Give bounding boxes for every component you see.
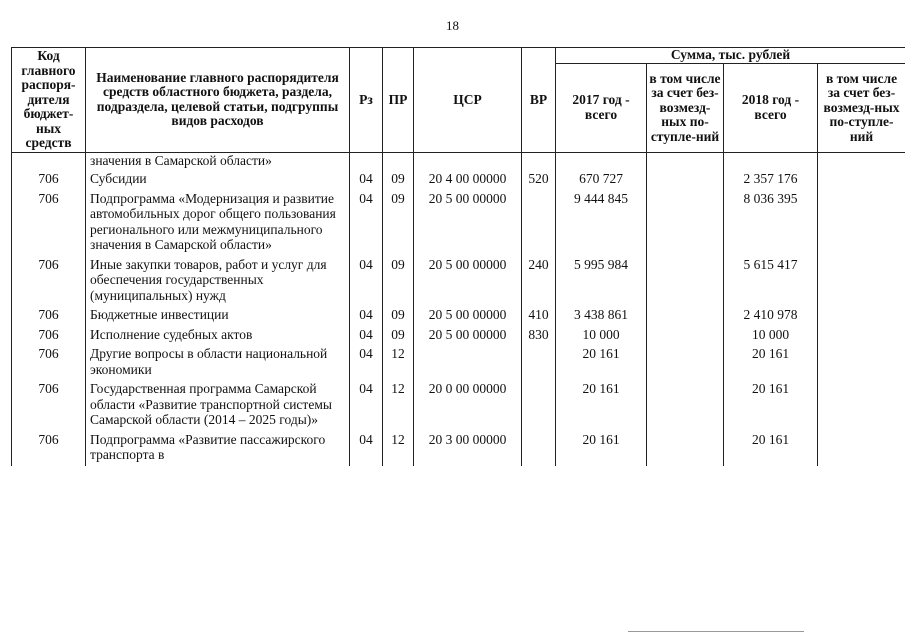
row-sum-2017-gratuitous xyxy=(647,326,724,346)
row-sum-2017-gratuitous xyxy=(647,170,724,190)
row-pr: 09 xyxy=(383,256,414,307)
row-sum-2018-gratuitous xyxy=(818,190,905,256)
row-vr xyxy=(522,152,556,170)
header-csr: ЦСР xyxy=(414,48,522,153)
row-rz: 04 xyxy=(350,431,383,466)
row-rz: 04 xyxy=(350,190,383,256)
row-sum-2018-gratuitous xyxy=(818,306,905,326)
row-rz: 04 xyxy=(350,345,383,380)
row-sum-2017-gratuitous xyxy=(647,190,724,256)
table-row xyxy=(12,326,905,346)
row-code: 706 xyxy=(12,190,86,256)
header-rz: Рз xyxy=(350,48,383,153)
row-name: Государственная программа Самарской области «Развитие транспортной системы Самарской области (2014 – 2025 годы)» xyxy=(86,380,350,431)
table-row xyxy=(12,256,905,307)
row-code: 706 xyxy=(12,380,86,431)
row-sum-2018 xyxy=(724,152,818,170)
row-csr: 20 5 00 00000 xyxy=(414,256,522,307)
row-code: 706 xyxy=(12,431,86,466)
header-vr: ВР xyxy=(522,48,556,153)
row-name: Бюджетные инвестиции xyxy=(86,306,350,326)
row-sum-2018-gratuitous xyxy=(818,380,905,431)
table-row xyxy=(12,345,905,380)
row-csr xyxy=(414,345,522,380)
row-code xyxy=(12,152,86,170)
row-code: 706 xyxy=(12,170,86,190)
row-rz: 04 xyxy=(350,380,383,431)
table-row xyxy=(12,190,905,256)
header-name: Наименование главного распорядителя средств областного бюджета, раздела, подраздела, целевой статьи, подгруппы видов расходов xyxy=(86,48,350,153)
row-pr xyxy=(383,152,414,170)
row-name: Иные закупки товаров, работ и услуг для обеспечения государственных (муниципальных) нужд xyxy=(86,256,350,307)
row-sum-2017: 5 995 984 xyxy=(556,256,647,307)
row-sum-2018: 8 036 395 xyxy=(724,190,818,256)
row-csr xyxy=(414,152,522,170)
row-pr: 12 xyxy=(383,345,414,380)
row-vr xyxy=(522,380,556,431)
row-csr: 20 5 00 00000 xyxy=(414,190,522,256)
row-sum-2017: 3 438 861 xyxy=(556,306,647,326)
row-pr: 12 xyxy=(383,380,414,431)
row-vr xyxy=(522,431,556,466)
row-name: значения в Самарской области» xyxy=(86,152,350,170)
row-sum-2018: 20 161 xyxy=(724,380,818,431)
row-code: 706 xyxy=(12,256,86,307)
row-sum-2018: 2 357 176 xyxy=(724,170,818,190)
row-sum-2017-gratuitous xyxy=(647,431,724,466)
row-sum-2017: 20 161 xyxy=(556,380,647,431)
row-csr: 20 0 00 00000 xyxy=(414,380,522,431)
row-code: 706 xyxy=(12,345,86,380)
row-name: Исполнение судебных актов xyxy=(86,326,350,346)
header-2018-total: 2018 год - всего xyxy=(724,64,818,153)
row-rz: 04 xyxy=(350,170,383,190)
row-name: Субсидии xyxy=(86,170,350,190)
table-row xyxy=(12,431,905,466)
row-vr xyxy=(522,190,556,256)
row-csr: 20 3 00 00000 xyxy=(414,431,522,466)
bottom-rule xyxy=(628,631,804,632)
header-code: Код главного распоря-дителя бюджет-ных средств xyxy=(12,48,86,153)
budget-table xyxy=(11,47,905,466)
row-code: 706 xyxy=(12,326,86,346)
row-sum-2017: 10 000 xyxy=(556,326,647,346)
row-sum-2018: 5 615 417 xyxy=(724,256,818,307)
row-sum-2018-gratuitous xyxy=(818,152,905,170)
row-code: 706 xyxy=(12,306,86,326)
row-sum-2017-gratuitous xyxy=(647,380,724,431)
row-rz: 04 xyxy=(350,256,383,307)
row-pr: 09 xyxy=(383,190,414,256)
row-rz: 04 xyxy=(350,326,383,346)
row-sum-2018: 2 410 978 xyxy=(724,306,818,326)
header-sum-group: Сумма, тыс. рублей xyxy=(556,48,905,64)
table-row xyxy=(12,306,905,326)
row-sum-2017: 670 727 xyxy=(556,170,647,190)
table-row xyxy=(12,170,905,190)
row-sum-2018-gratuitous xyxy=(818,431,905,466)
header-2018-gratuitous: в том числе за счет без-возмезд-ных по-ступле-ний xyxy=(818,64,905,153)
row-sum-2017: 20 161 xyxy=(556,431,647,466)
table-row xyxy=(12,380,905,431)
row-vr xyxy=(522,345,556,380)
table-body xyxy=(12,152,905,466)
header-2017-gratuitous: в том числе за счет без-возмезд-ных по-ступле-ний xyxy=(647,64,724,153)
row-sum-2018-gratuitous xyxy=(818,256,905,307)
row-csr: 20 5 00 00000 xyxy=(414,306,522,326)
page-number: 18 xyxy=(446,18,459,33)
table-row xyxy=(12,152,905,170)
row-sum-2018: 20 161 xyxy=(724,431,818,466)
row-pr: 09 xyxy=(383,170,414,190)
row-csr: 20 4 00 00000 xyxy=(414,170,522,190)
row-sum-2017-gratuitous xyxy=(647,345,724,380)
row-name: Другие вопросы в области национальной экономики xyxy=(86,345,350,380)
row-pr: 12 xyxy=(383,431,414,466)
row-rz xyxy=(350,152,383,170)
row-pr: 09 xyxy=(383,306,414,326)
header-pr: ПР xyxy=(383,48,414,153)
row-rz: 04 xyxy=(350,306,383,326)
row-sum-2018-gratuitous xyxy=(818,170,905,190)
row-vr: 240 xyxy=(522,256,556,307)
row-sum-2017 xyxy=(556,152,647,170)
row-sum-2017: 9 444 845 xyxy=(556,190,647,256)
row-name: Подпрограмма «Модернизация и развитие автомобильных дорог общего пользования регионального или межмуниципального значения в Самарской области» xyxy=(86,190,350,256)
header-2017-total: 2017 год - всего xyxy=(556,64,647,153)
row-name: Подпрограмма «Развитие пассажирского транспорта в xyxy=(86,431,350,466)
row-sum-2018: 10 000 xyxy=(724,326,818,346)
row-sum-2018-gratuitous xyxy=(818,326,905,346)
row-sum-2017-gratuitous xyxy=(647,306,724,326)
row-vr: 520 xyxy=(522,170,556,190)
row-csr: 20 5 00 00000 xyxy=(414,326,522,346)
row-sum-2018-gratuitous xyxy=(818,345,905,380)
row-sum-2017-gratuitous xyxy=(647,152,724,170)
row-sum-2017: 20 161 xyxy=(556,345,647,380)
row-sum-2017-gratuitous xyxy=(647,256,724,307)
table-header xyxy=(12,48,905,153)
row-vr: 830 xyxy=(522,326,556,346)
row-pr: 09 xyxy=(383,326,414,346)
row-vr: 410 xyxy=(522,306,556,326)
row-sum-2018: 20 161 xyxy=(724,345,818,380)
